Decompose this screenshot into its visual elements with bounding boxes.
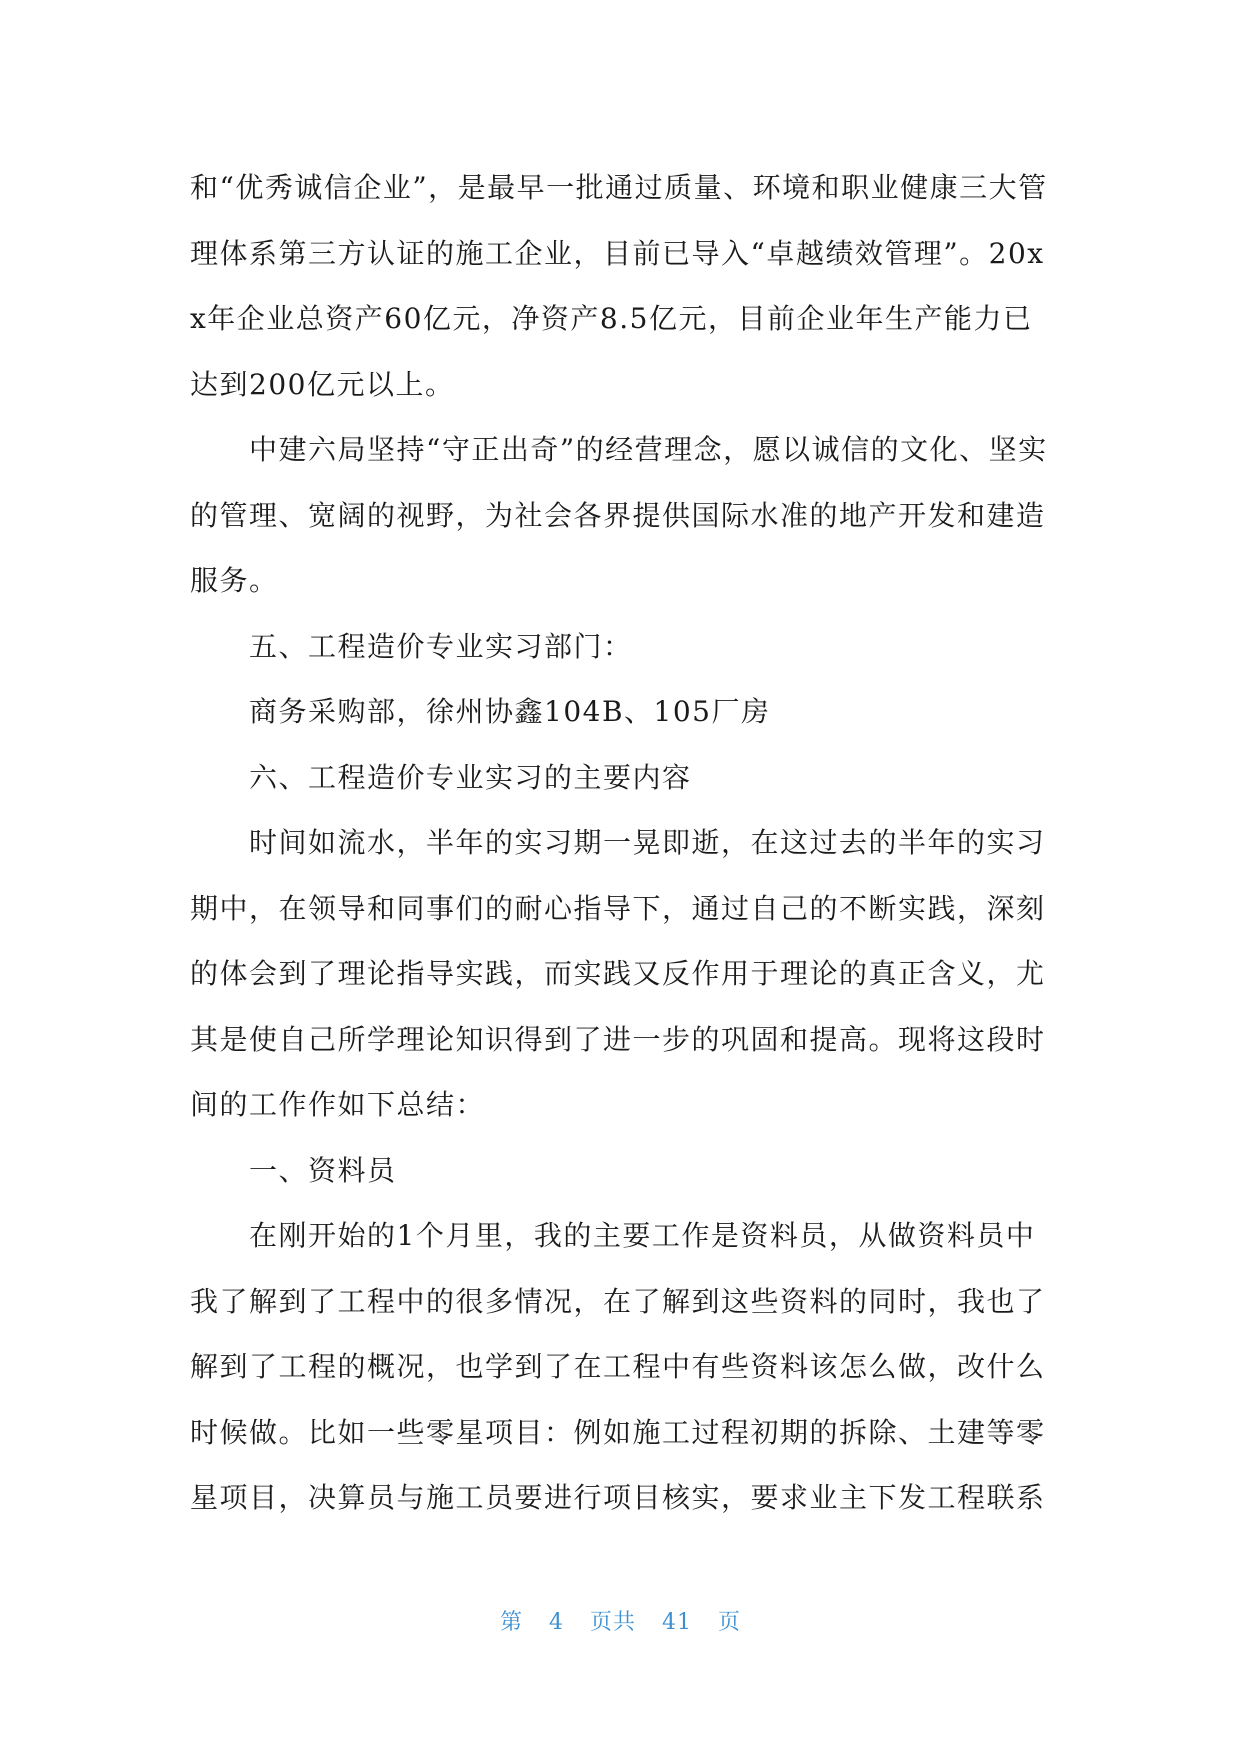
- paragraph-data-clerk-work: 在刚开始的1个月里，我的主要工作是资料员，从做资料员中我了解到了工程中的很多情况，在了解到这些资料的同时，我也了解到了工程的概况，也学到了在工程中有些资料该怎么做，改什么时候做。比如一些零星项目：例如施工过程初期的拆除、土建等零星项目，决算员与施工员要进行项目核实，要求业主下发工程联系: [190, 1219, 1046, 1514]
- footer-middle: 页共: [589, 1610, 636, 1635]
- heading-internship-content: 六、工程造价专业实习的主要内容: [249, 760, 692, 794]
- document-body: [190, 155, 1060, 1531]
- paragraph-department-name: 商务采购部，徐州协鑫104B、105厂房: [249, 695, 771, 728]
- heading-internship-department: 五、工程造价专业实习部门：: [249, 629, 633, 663]
- footer-current-page: 4: [548, 1610, 564, 1635]
- footer-suffix: 页: [718, 1610, 742, 1635]
- paragraph-company-assets: 和“优秀诚信企业”，是最早一批通过质量、环境和职业健康三大管理体系第三方认证的施工企业，目前已导入“卓越绩效管理”。20xx年企业总资产60亿元，净资产8.5亿元，目前企业年生产能力已达到200亿元以上。: [190, 171, 1048, 401]
- page-footer: [0, 1605, 1241, 1636]
- footer-total-pages: 41: [662, 1610, 692, 1635]
- paragraph-business-philosophy: 中建六局坚持“守正出奇”的经营理念，愿以诚信的文化、坚实的管理、宽阔的视野，为社会各界提供国际水准的地产开发和建造服务。: [190, 433, 1048, 597]
- footer-prefix: 第: [499, 1610, 523, 1635]
- heading-data-clerk: 一、资料员: [249, 1153, 397, 1187]
- paragraph-internship-summary: 时间如流水，半年的实习期一晃即逝，在这过去的半年的实习期中，在领导和同事们的耐心指导下，通过自己的不断实践，深刻的体会到了理论指导实践，而实践又反作用于理论的真正含义，尤其是使自己所学理论知识得到了进一步的巩固和提高。现将这段时间的工作作如下总结：: [190, 826, 1046, 1121]
